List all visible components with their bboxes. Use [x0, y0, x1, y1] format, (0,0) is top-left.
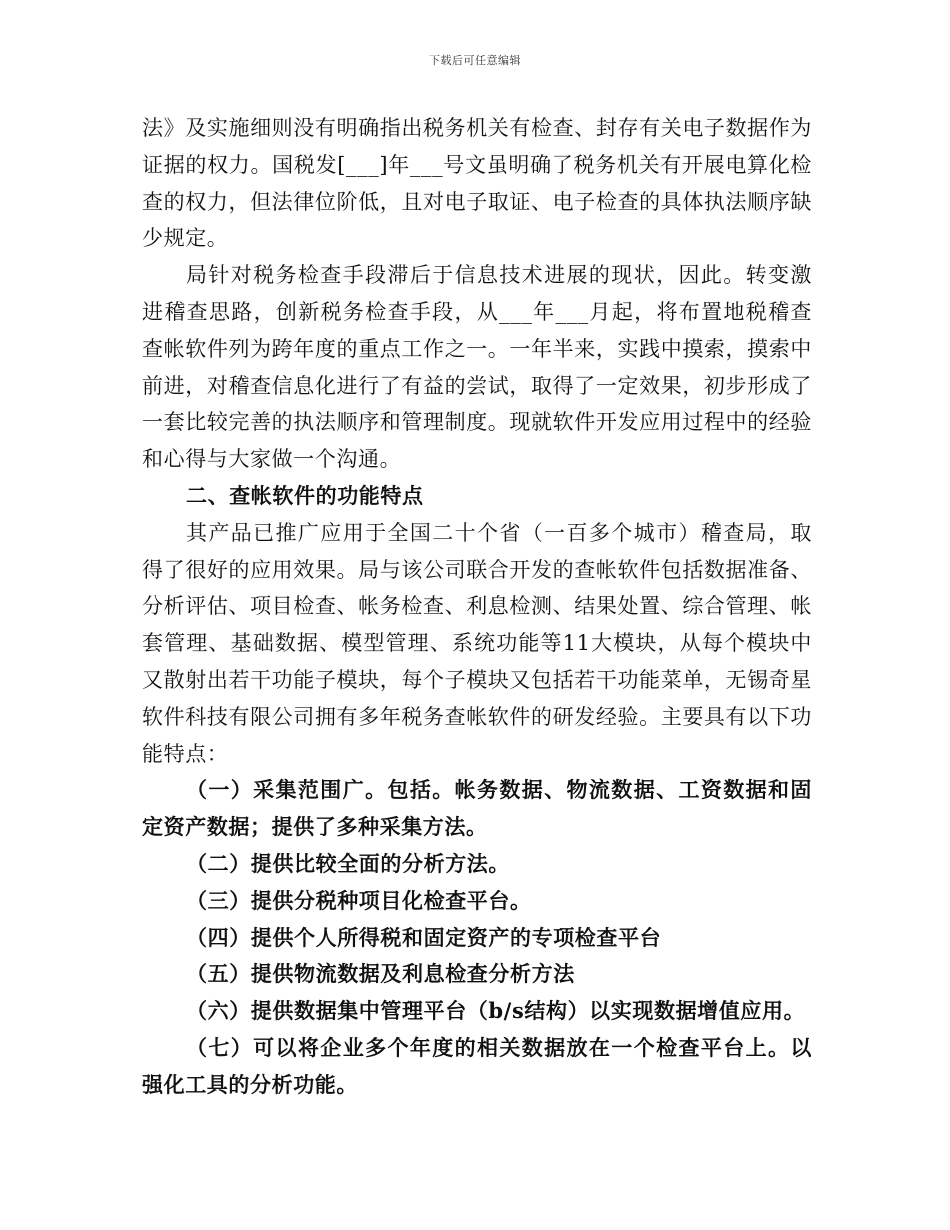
feature-item-3: （三）提供分税种项目化检查平台。	[186, 887, 532, 913]
page-header: 下载后可任意编辑	[429, 54, 521, 67]
feature-item-7: （七）可以将企业多个年度的相关数据放在一个检查平台上。以强化工具的分析功能。	[142, 1034, 812, 1097]
feature-item-5: （五）提供物流数据及利息检查分析方法	[186, 961, 575, 987]
document-body	[142, 110, 812, 1104]
feature-item-4: （四）提供个人所得税和固定资产的专项检查平台	[186, 924, 662, 950]
paragraph-product-intro: 其产品已推广应用于全国二十个省（一百多个城市）稽查局，取得了很好的应用效果。局与该公司联合开发的查帐软件包括数据准备、分析评估、项目检查、帐务检查、利息检测、结果处置、综合管理、帐套管理、基础数据、模型管理、系统功能等11大模块，从每个模块中又散射出若干功能子模块，每个子模块又包括若干功能菜单，无锡奇星软件科技有限公司拥有多年税务查帐软件的研发经验。主要具有以下功能特点：	[142, 520, 812, 766]
paragraph-background: 局针对税务检查手段滞后于信息技术进展的现状，因此。转变激进稽查思路，创新税务检查手段，从___年___月起，将布置地税稽查查帐软件列为跨年度的重点工作之一。一年半来，实践中摸索，摸索中前进，对稽查信息化进行了有益的尝试，取得了一定效果，初步形成了一套比较完善的执法顺序和管理制度。现就软件开发应用过程中的经验和心得与大家做一个沟通。	[142, 263, 812, 472]
feature-item-2: （二）提供比较全面的分析方法。	[186, 850, 510, 876]
feature-item-6: （六）提供数据集中管理平台（b/s结构）以实现数据增值应用。	[186, 998, 806, 1024]
section-heading: 二、查帐软件的功能特点	[186, 482, 424, 508]
feature-item-1: （一）采集范围广。包括。帐务数据、物流数据、工资数据和固定资产数据；提供了多种采集方法。	[142, 777, 812, 840]
paragraph-law-context: 法》及实施细则没有明确指出税务机关有检查、封存有关电子数据作为证据的权力。国税发[___]年___号文虽明确了税务机关有开展电算化检查的权力，但法律位阶低，且对电子取证、电子检查的具体执法顺序缺少规定。	[142, 116, 812, 251]
